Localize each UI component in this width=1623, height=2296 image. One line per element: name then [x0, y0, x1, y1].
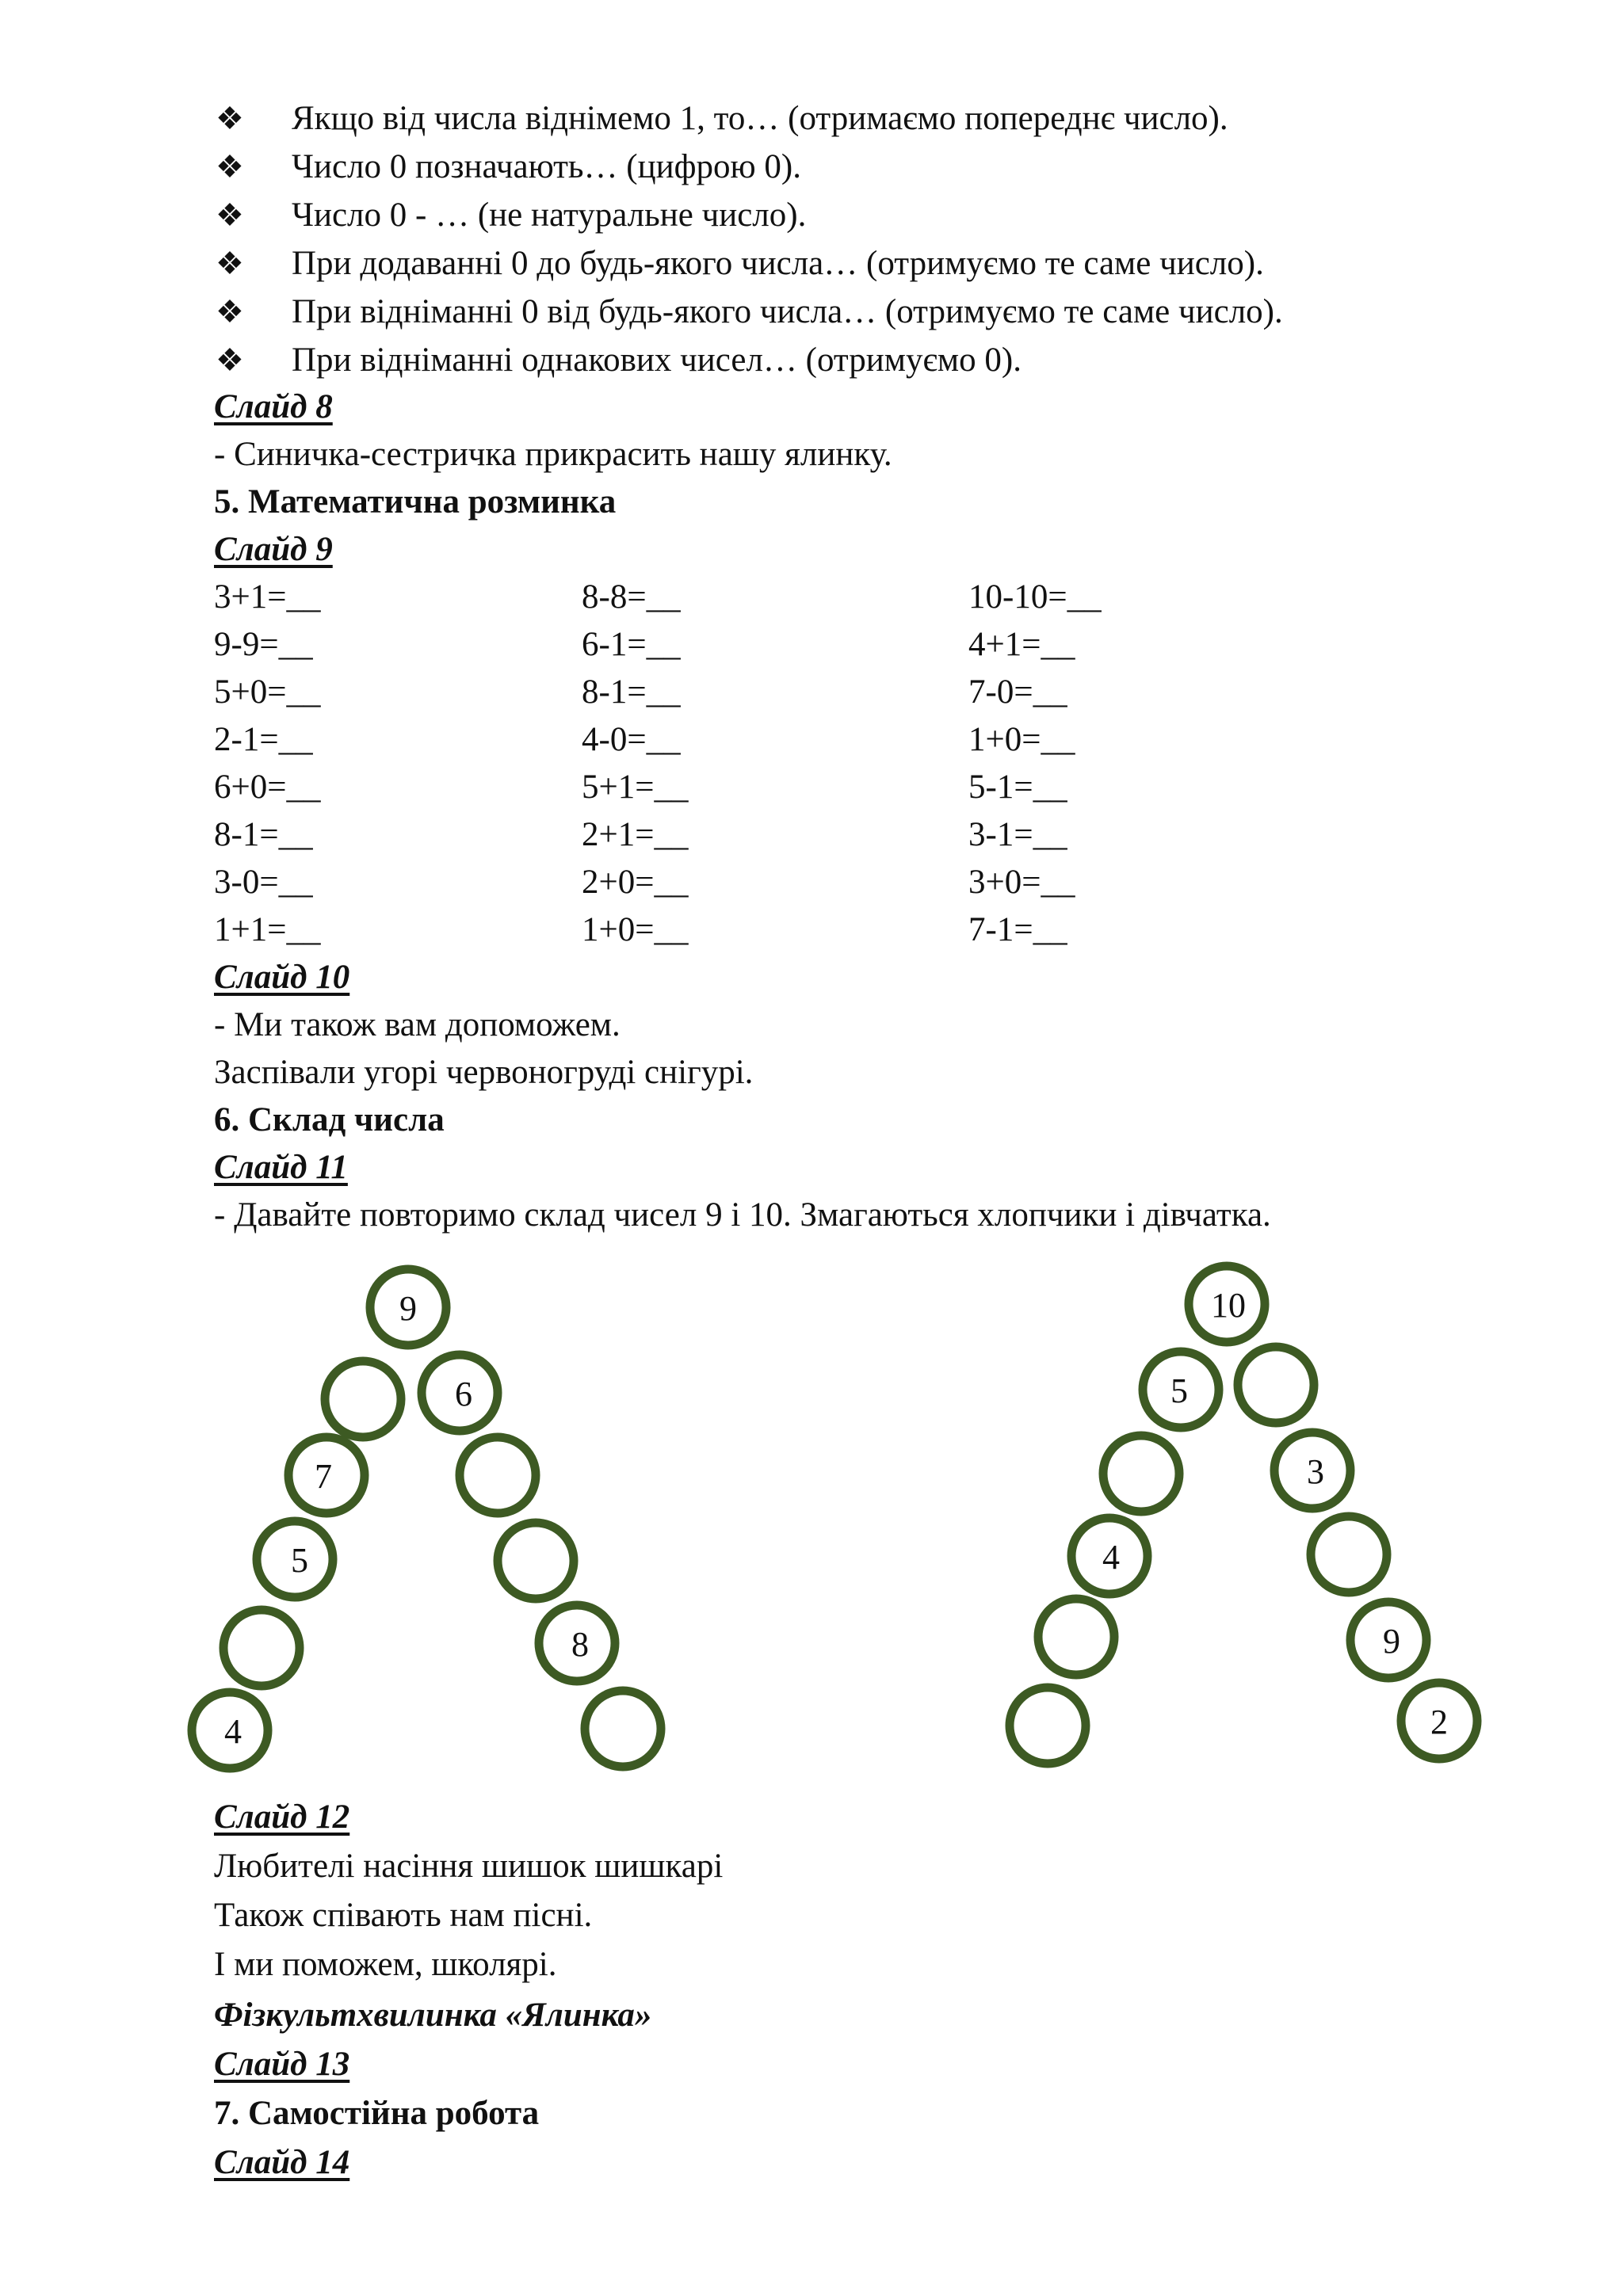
equation: 4-0=__ [582, 721, 681, 758]
bullet-item: Якщо від числа віднімемо 1, то… (отримаємо попереднє число). [292, 100, 1228, 137]
equation: 8-1=__ [214, 816, 313, 853]
equation: 2+1=__ [582, 816, 689, 853]
slide-13-heading: Слайд 13 [214, 2046, 350, 2083]
equation: 2-1=__ [214, 721, 313, 758]
tree-number: 9 [399, 1289, 417, 1328]
bullet-item: Число 0 позначають… (цифрою 0). [292, 148, 801, 185]
slide-8-text: - Синичка-сестричка прикрасить нашу ялинку. [214, 436, 892, 473]
slide-12-line: І ми поможем, школярі. [214, 1946, 557, 1983]
equation: 8-1=__ [582, 673, 681, 711]
tree-number: 5 [291, 1541, 308, 1580]
equation: 3-1=__ [968, 816, 1067, 853]
slide-14-heading: Слайд 14 [214, 2144, 350, 2181]
tree-circle [498, 1523, 574, 1599]
slide-12-heading: Слайд 12 [214, 1798, 350, 1836]
equation: 8-8=__ [582, 578, 681, 616]
tree-number: 6 [455, 1375, 472, 1413]
slide-9-heading: Слайд 9 [214, 531, 333, 568]
equation: 9-9=__ [214, 626, 313, 663]
tree-circle [223, 1610, 300, 1686]
tree-circle [1238, 1347, 1314, 1423]
equation: 5+1=__ [582, 769, 689, 806]
tree-number: 3 [1307, 1452, 1324, 1491]
tree-ten [1010, 1266, 1477, 1764]
bullet-item: Число 0 - … (не натуральне число). [292, 196, 807, 234]
equation: 7-1=__ [968, 911, 1067, 948]
section-5-heading: 5. Математична розминка [214, 483, 617, 521]
tree-number: 4 [1102, 1538, 1120, 1577]
bullet-diamond-icon: ❖ [216, 294, 244, 330]
slide-10-line: - Ми також вам допоможем. [214, 1006, 621, 1043]
equation: 1+1=__ [214, 911, 321, 948]
tree-circle [460, 1437, 536, 1513]
tree-number: 2 [1430, 1703, 1448, 1741]
section-7-heading: 7. Самостійна робота [214, 2095, 540, 2132]
equation: 7-0=__ [968, 673, 1067, 711]
slide-12-line: Також співають нам пісні. [214, 1897, 593, 1934]
equation: 5-1=__ [968, 769, 1067, 806]
tree-circle [1038, 1599, 1114, 1675]
section-6-heading: 6. Склад числа [214, 1101, 445, 1138]
tree-circle [1010, 1688, 1086, 1764]
tree-circle [585, 1691, 661, 1767]
bullet-item: При відніманні 0 від будь-якого числа… (отримуємо те саме число). [292, 293, 1283, 330]
tree-circle [1103, 1436, 1179, 1512]
equation: 10-10=__ [968, 578, 1102, 616]
bullet-diamond-icon: ❖ [216, 342, 244, 378]
equation: 1+0=__ [582, 911, 689, 948]
bullet-diamond-icon: ❖ [216, 197, 244, 233]
tree-nine [192, 1269, 661, 1768]
equation: 2+0=__ [582, 864, 689, 901]
slide-10-line: Заспівали угорі червоногруді снігурі. [214, 1054, 754, 1091]
tree-number: 8 [571, 1625, 589, 1664]
slide-12-line: Любителі насіння шишок шишкарі [214, 1848, 724, 1885]
tree-number: 9 [1383, 1622, 1400, 1661]
tree-circle [325, 1361, 401, 1437]
slide-8-heading: Слайд 8 [214, 388, 333, 425]
tree-number: 5 [1170, 1371, 1188, 1410]
tree-number: 4 [224, 1712, 242, 1751]
equation: 1+0=__ [968, 721, 1075, 758]
slide-10-heading: Слайд 10 [214, 959, 350, 996]
equation: 3+0=__ [968, 864, 1075, 901]
fizkult-heading: Фізкультхвилинка «Ялинка» [214, 1997, 652, 2034]
bullet-diamond-icon: ❖ [216, 149, 244, 185]
equation: 4+1=__ [968, 626, 1075, 663]
equation: 6+0=__ [214, 769, 321, 806]
bullet-diamond-icon: ❖ [216, 101, 244, 136]
tree-number: 7 [315, 1457, 332, 1496]
bullet-item: При відніманні однакових чисел… (отримуємо 0). [292, 341, 1022, 379]
bullet-diamond-icon: ❖ [216, 246, 244, 281]
bullet-item: При додаванні 0 до будь-якого числа… (отримуємо те саме число). [292, 245, 1264, 282]
equation: 3-0=__ [214, 864, 313, 901]
equation: 6-1=__ [582, 626, 681, 663]
equation: 5+0=__ [214, 673, 321, 711]
slide-11-text: - Давайте повторимо склад чисел 9 і 10. Змагаються хлопчики і дівчатка. [214, 1196, 1271, 1234]
equation: 3+1=__ [214, 578, 321, 616]
slide-11-heading: Слайд 11 [214, 1149, 348, 1186]
tree-circle [1311, 1516, 1387, 1592]
tree-number: 10 [1211, 1286, 1246, 1325]
